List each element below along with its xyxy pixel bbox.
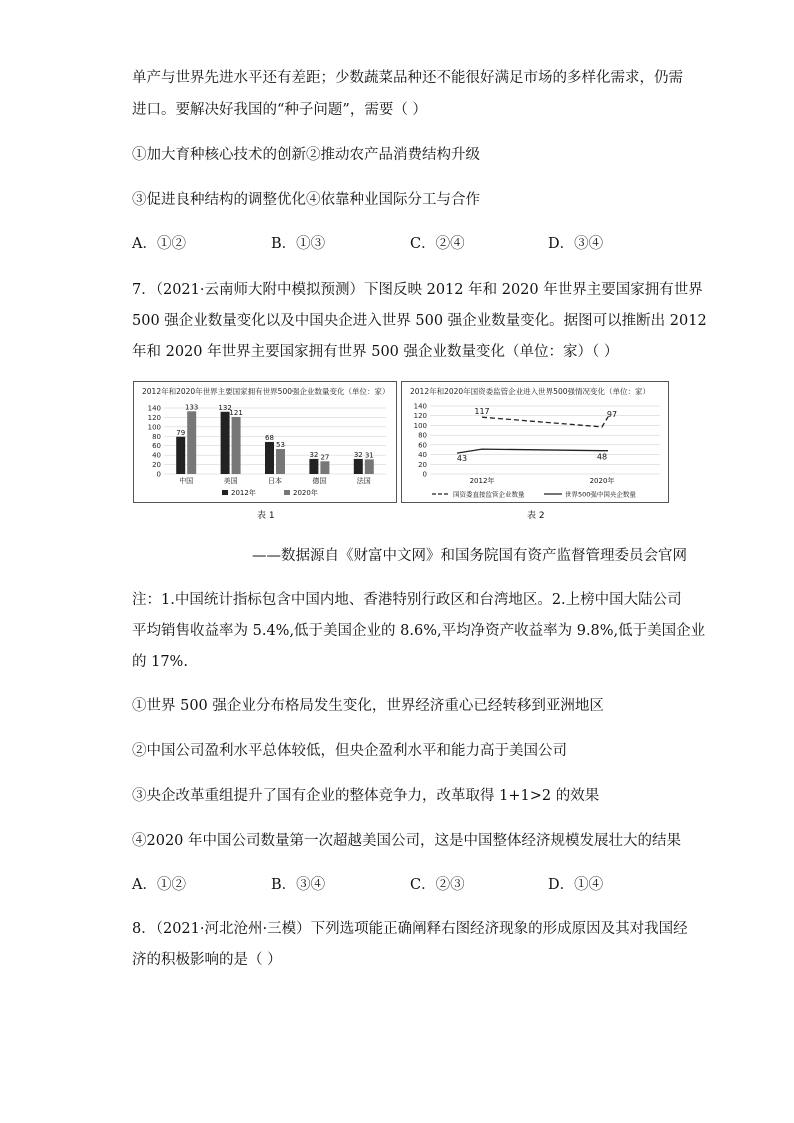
chart-1-data-label: 132 xyxy=(218,403,232,412)
chart-2-legend-label: 世界500强中国央企数量 xyxy=(565,490,636,499)
chart-2-svg xyxy=(402,382,668,502)
chart-2-y-tick: 120 xyxy=(413,412,427,421)
chart-1-bar xyxy=(176,437,185,474)
chart-2-title: 2012年和2020年国资委监管企业进入世界500强情况变化（单位：家） xyxy=(410,387,650,396)
chart-2-y-tick: 80 xyxy=(418,431,427,440)
q7-option-c: C．②③ xyxy=(410,877,465,893)
q7-option-b: B．③④ xyxy=(271,877,326,893)
q6-option-c: C．②④ xyxy=(410,236,465,252)
chart-1-bar xyxy=(309,459,318,474)
chart-2-series-line xyxy=(457,449,608,453)
q6-option-b: B．①③ xyxy=(271,236,326,252)
chart-1-bar xyxy=(354,459,363,474)
note-line-3: 的 17%. xyxy=(132,654,188,670)
chart-2-frame xyxy=(401,381,669,503)
q6-statement-2: ③促进良种结构的调整优化④依靠种业国际分工与合作 xyxy=(132,192,480,208)
chart-2-x-tick: 2020年 xyxy=(589,477,615,485)
chart-1-caption: 表 1 xyxy=(257,511,275,521)
chart-1-bar xyxy=(187,411,196,474)
chart-2-y-tick: 0 xyxy=(422,470,427,479)
q6-option-d: D．③④ xyxy=(548,236,604,252)
chart-1-data-label: 53 xyxy=(276,441,285,450)
chart-1-data-label: 32 xyxy=(309,450,319,459)
chart-1-y-tick: 20 xyxy=(152,461,161,470)
chart-1-y-tick: 60 xyxy=(152,442,161,451)
chart-1-data-label: 79 xyxy=(176,428,186,437)
chart-1-legend-label: 2020年 xyxy=(293,489,318,497)
chart-1-legend-swatch xyxy=(222,490,228,495)
chart-2-caption: 表 2 xyxy=(527,511,545,521)
chart-1-data-label: 27 xyxy=(320,453,330,462)
chart-1-y-tick: 140 xyxy=(147,404,161,413)
chart-1-x-tick: 中国 xyxy=(179,477,194,485)
chart-2-y-tick: 20 xyxy=(418,460,427,469)
q7-statement-2: ②中国公司盈利水平总体较低，但央企盈利水平和能力高于美国公司 xyxy=(132,743,567,759)
chart-1-x-tick: 法国 xyxy=(356,477,371,485)
chart-1-legend-swatch xyxy=(284,490,290,495)
q6-option-a: A．①② xyxy=(132,236,186,252)
q8-text-line-1: 8．（2021·河北沧州·三模）下列选项能正确阐释右图经济现象的形成原因及其对我国经 xyxy=(132,921,688,937)
chart-1-bar xyxy=(232,417,241,474)
chart-2-data-label: 117 xyxy=(474,407,490,417)
chart-1-data-label: 133 xyxy=(185,403,199,412)
chart-1-title: 2012年和2020年世界主要国家拥有世界500强企业数量变化（单位：家） xyxy=(142,387,390,396)
chart-1-data-label: 68 xyxy=(265,433,274,442)
q7-statement-1: ①世界 500 强企业分布格局发生变化，世界经济重心已经转移到亚洲地区 xyxy=(132,698,604,714)
chart-1-bar xyxy=(276,449,285,474)
chart-1-x-tick: 德国 xyxy=(312,477,327,485)
chart-1-x-tick: 日本 xyxy=(268,477,282,485)
chart-2-legend-label: 国资委直接监管企业数量 xyxy=(453,490,525,499)
chart-1-bar xyxy=(265,442,274,474)
chart-2-y-tick: 100 xyxy=(413,421,427,430)
q7-text-line-2: 500 强企业数量变化以及中国央企进入世界 500 强企业数量变化。据图可以推断出 2012 xyxy=(132,313,707,329)
q6-text-line-2: 进口。要解决好我国的“种子问题”，需要（ ） xyxy=(132,102,427,118)
q7-text-line-3: 年和 2020 年世界主要国家拥有世界 500 强企业数量变化（单位：家）（ ） xyxy=(132,344,619,360)
chart-1-bar xyxy=(320,461,329,474)
chart-1-y-tick: 40 xyxy=(152,451,161,460)
q6-statement-1: ①加大育种核心技术的创新②推动农产品消费结构升级 xyxy=(132,147,480,163)
chart-1-svg xyxy=(134,382,396,502)
chart-2-x-tick: 2012年 xyxy=(469,477,495,485)
chart-2-data-label: 48 xyxy=(596,452,608,462)
chart-2-data-label: 43 xyxy=(456,454,468,464)
chart-2-y-tick: 40 xyxy=(418,451,427,460)
chart-1-y-tick: 0 xyxy=(156,470,161,479)
chart-1-data-label: 32 xyxy=(353,450,363,459)
q7-statement-4: ④2020 年中国公司数量第一次超越美国公司，这是中国整体经济规模发展壮大的结果 xyxy=(132,833,682,849)
chart-1-legend-label: 2012年 xyxy=(231,489,256,497)
chart-1-bar xyxy=(365,459,374,474)
q7-statement-3: ③央企改革重组提升了国有企业的整体竞争力，改革取得 1+1>2 的效果 xyxy=(132,788,600,804)
chart-1-bar xyxy=(221,412,230,474)
chart-1-data-label: 31 xyxy=(364,451,374,460)
chart-2-data-label: 97 xyxy=(606,409,618,419)
chart-1-frame xyxy=(133,381,397,503)
chart-1-x-tick: 美国 xyxy=(223,477,238,485)
data-source: ——数据源自《财富中文网》和国务院国有资产监督管理委员会官网 xyxy=(252,548,687,564)
note-line-1: 注：1.中国统计指标包含中国内地、香港特别行政区和台湾地区。2.上榜中国大陆公司 xyxy=(132,592,682,608)
q7-option-d: D．①④ xyxy=(548,877,604,893)
chart-1-data-label: 121 xyxy=(229,408,243,417)
chart-2-y-tick: 60 xyxy=(418,441,427,450)
q7-option-a: A．①② xyxy=(132,877,186,893)
chart-1-y-tick: 100 xyxy=(147,423,161,432)
q8-text-line-2: 济的积极影响的是（ ） xyxy=(132,952,282,968)
chart-1-y-tick: 120 xyxy=(147,413,161,422)
q6-text-line-1: 单产与世界先进水平还有差距；少数蔬菜品种还不能很好满足市场的多样化需求，仍需 xyxy=(132,70,683,86)
chart-1-y-tick: 80 xyxy=(152,432,161,441)
q7-text-line-1: 7．（2021·云南师大附中模拟预测）下图反映 2012 年和 2020 年世界主要国家拥有世界 xyxy=(132,282,703,298)
chart-2-y-tick: 140 xyxy=(413,402,427,411)
note-line-2: 平均销售收益率为 5.4%,低于美国企业的 8.6%,平均净资产收益率为 9.8%,低于美国企业 xyxy=(132,623,706,639)
